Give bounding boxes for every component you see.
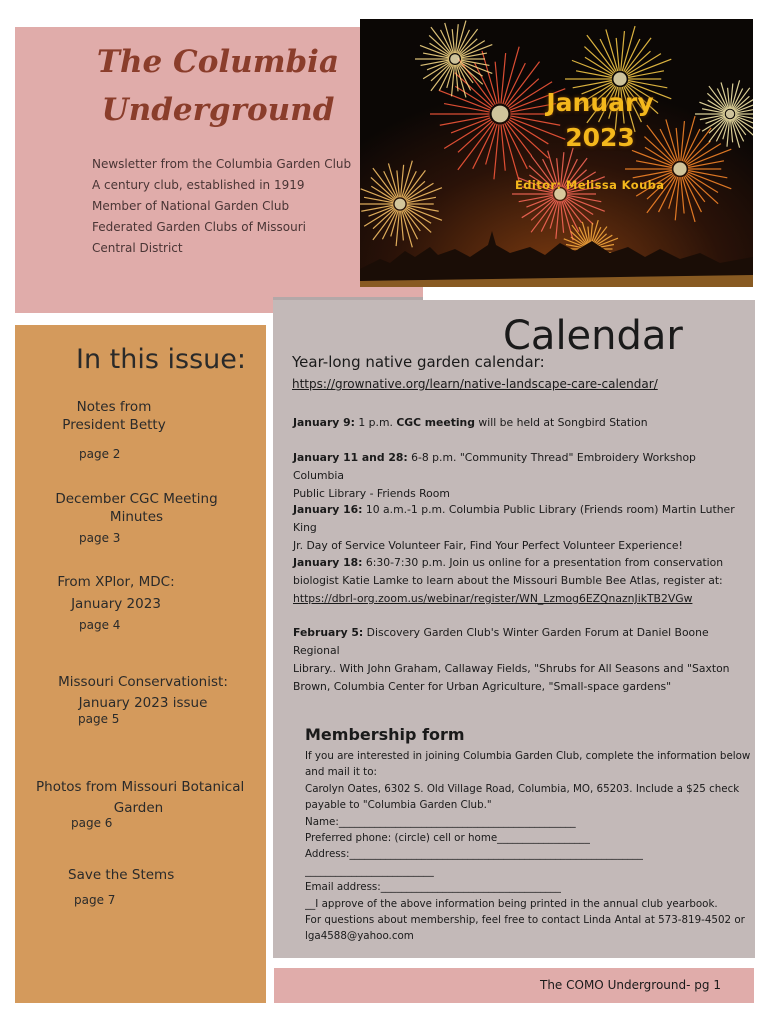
toc-item-title (58, 672, 228, 714)
toc-item-title (54, 398, 174, 434)
event-date: January 16: (293, 503, 363, 516)
address-field[interactable]: Address:_________________________________________________________ (305, 848, 643, 861)
event-text: Discovery Garden Club's Winter Garden Forum at Daniel Boone Regional (293, 626, 709, 657)
tagline-line: A century club, established in 1919 (92, 178, 305, 192)
calendar-event (293, 624, 748, 696)
toc-item-title (68, 866, 173, 884)
event-date: January 9: (293, 416, 355, 429)
membership-title: Membership form (305, 725, 465, 744)
toc-item-page: page 3 (79, 531, 121, 545)
toc-title-line: January 2023 issue (78, 695, 208, 711)
membership-line: Carolyn Oates, 6302 S. Old Village Road, Columbia, MO, 65203. Include a $25 check (305, 782, 740, 795)
email-field[interactable]: Email address:___________________________________ (305, 881, 561, 894)
event-date: January 18: (293, 556, 363, 569)
membership-line: and mail it to: (305, 766, 377, 779)
toc-item-page: page 2 (79, 447, 121, 461)
toc-item-page: page 4 (79, 618, 121, 632)
name-field[interactable]: Name:______________________________________________ (305, 815, 576, 828)
tagline-line: Member of National Garden Club (92, 199, 290, 213)
toc-item-title (56, 571, 176, 615)
toc-item-page: page 5 (78, 712, 120, 726)
event-text: 6:30-7:30 p.m. Join us online for a presentation from conservation (362, 556, 724, 569)
yearbook-approval-field[interactable]: __I approve of the above information being printed in the annual club yearbook. (305, 897, 718, 910)
event-text: Jr. Day of Service Volunteer Fair, Find Your Perfect Volunteer Experience! (293, 539, 683, 552)
calendar-event (293, 414, 748, 432)
toc-item-title (54, 490, 219, 526)
tagline (92, 154, 362, 259)
event-date: January 11 and 28: (293, 451, 408, 464)
calendar-event (293, 554, 748, 608)
event-text: will be held at Songbird Station (474, 416, 648, 429)
calendar-event (293, 449, 748, 503)
event-text: 10 a.m.-1 p.m. Columbia Public Library (Friends room) Martin Luther King (293, 503, 735, 534)
calendar-title: Calendar (503, 313, 683, 359)
title-line-1: The Columbia (96, 44, 340, 80)
toc-title-line: Notes from (76, 399, 152, 415)
event-text: Public Library - Friends Room (293, 487, 450, 500)
issue-year: 2023 (565, 123, 635, 152)
event-date: February 5: (293, 626, 364, 639)
toc-title-line: President Betty (62, 417, 166, 433)
toc-item-page: page 6 (71, 816, 113, 830)
event-emphasis: CGC meeting (396, 416, 475, 429)
event-text: biologist Katie Lamke to learn about the Missouri Bumble Bee Atlas, register at: (293, 574, 723, 587)
tagline-line: Central District (92, 241, 183, 255)
tagline-line: Newsletter from the Columbia Garden Club (92, 157, 352, 171)
toc-title-line: Photos from Missouri Botanical (36, 779, 245, 795)
editor-credit: Editor: Melissa Kouba (515, 178, 665, 192)
issue-date (360, 85, 753, 155)
membership-line: For questions about membership, feel free to contact Linda Antal at 573-819-4502 or (305, 914, 745, 927)
toc-title-line: December CGC Meeting (55, 491, 218, 507)
event-text: 6-8 p.m. "Community Thread" Embroidery Workshop Columbia (293, 451, 696, 482)
phone-field[interactable]: Preferred phone: (circle) cell or home__________________ (305, 832, 590, 845)
issue-month: January (546, 88, 654, 117)
calendar-intro: Year-long native garden calendar: (292, 353, 545, 371)
contact-email: lga4588@yahoo.com (305, 930, 414, 943)
membership-form-body (305, 748, 753, 945)
membership-line: If you are interested in joining Columbia Garden Club, complete the information below (305, 750, 751, 762)
toc-item-page: page 7 (74, 893, 116, 907)
sidebar-heading: In this issue: (76, 344, 246, 375)
address-field-continued[interactable]: _________________________ (305, 864, 434, 877)
toc-item-title (36, 777, 245, 819)
title-line-2: Underground (101, 92, 335, 128)
toc-title-line: January 2023 (71, 596, 161, 612)
fireworks-image (360, 19, 753, 287)
native-calendar-link[interactable]: https://grownative.org/learn/native-landscape-care-calendar/ (292, 377, 658, 391)
toc-title-line: Garden (113, 800, 164, 816)
event-text: Brown, Columbia Center for Urban Agriculture, "Small-space gardens" (293, 680, 672, 693)
toc-title-line: From XPlor, MDC: (57, 574, 175, 590)
tagline-line: Federated Garden Clubs of Missouri (92, 220, 307, 234)
membership-line: payable to "Columbia Garden Club." (305, 799, 492, 812)
toc-title-line: Missouri Conservationist: (58, 674, 228, 690)
toc-title-line: Save the Stems (68, 867, 175, 883)
event-text: 1 p.m. (354, 416, 397, 429)
calendar-event (293, 501, 748, 555)
newsletter-title (78, 38, 358, 134)
page-footer: The COMO Underground- pg 1 (540, 978, 721, 992)
event-text: Library.. With John Graham, Callaway Fields, "Shrubs for All Seasons and "Saxton (293, 662, 730, 675)
webinar-register-link[interactable]: https://dbrl-org.zoom.us/webinar/register/WN_Lzmog6EZQnaznJikTB2VGw (293, 592, 693, 605)
toc-title-line: Minutes (109, 509, 164, 525)
